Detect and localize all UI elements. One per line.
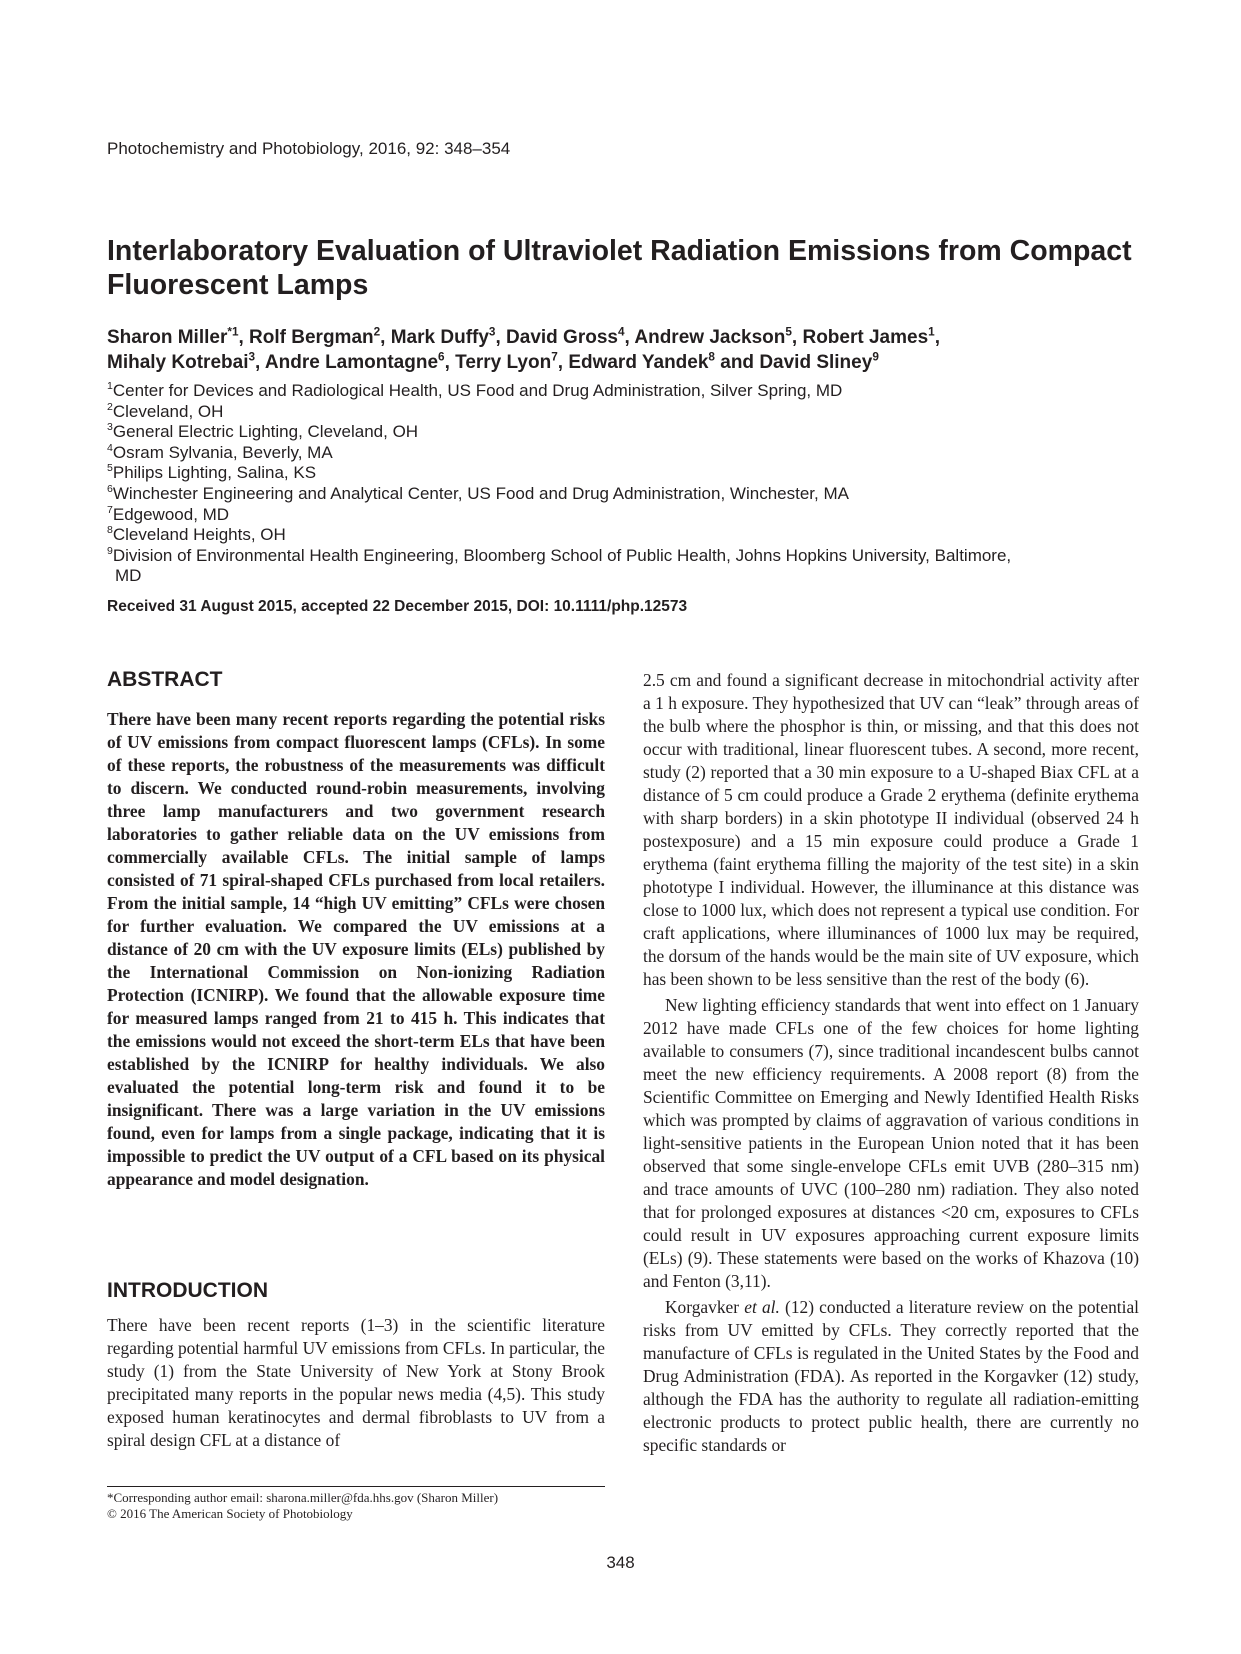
affiliation-text: Osram Sylvania, Beverly, MA [112,442,333,462]
author-separator: , [791,327,803,348]
author [759,349,879,373]
affiliation-number: 1 [107,380,113,393]
affiliation-text: Edgewood, MD [112,504,230,524]
affiliation-number: 6 [107,483,113,496]
received-date-doi: Received 31 August 2015, accepted 22 December 2015, DOI: 10.1111/php.12573 [107,598,688,615]
author [568,349,715,373]
affiliation-text: Winchester Engineering and Analytical Center, US Food and Drug Administration, Winchester, MA [112,483,849,503]
introduction-paragraph-continued: 2.5 cm and found a significant decrease in mitochondrial activity after a 1 h exposure. They hypothesized that UV can “leak” through areas of the bulb where the phosphor is thin, or missing, and that this does not occur with traditional, linear fluorescent tubes. A second, more recent, study (2) reported that a 30 min exposure to a U-shaped Biax CFL at a distance of 5 cm could produce a Grade 2 erythema (definite erythema with sharp borders) in a skin phototype II individual (observed 24 h postexposure) and a 15 min exposure could produce a Grade 1 erythema (faint erythema filling the majority of the test site) in a skin phototype I individual. However, the illuminance at this distance was close to 1000 lux, which does not represent a typical use condition. For craft applications, where illuminances of 1000 lux may be required, the dorsum of the hands would be the main site of UV exposure, which has been shown to be less sensitive than the rest of the body (6). [643,670,1139,989]
article-title: Interlaboratory Evaluation of Ultraviolet Radiation Emissions from Compact Fluorescent Lamps [107,235,1132,301]
author-separator: , [495,327,507,348]
introduction-paragraph: New lighting efficiency standards that went into effect on 1 January 2012 have made CFLs one of the few choices for home lighting available to consumers (7), since traditional incandescent bulbs cannot meet the new efficiency requirements. A 2008 report (8) from the Scientific Committee on Emerging and Newly Identified Health Risks which was prompted by claims of aggravation of various conditions in light-sensitive patients in the European Union noted that it has been observed that some single-envelope CFLs emit UVB (280–315 nm) and trace amounts of UVC (100–280 nm) radiation. They also noted that for prolonged exposures at distances <20 cm, exposures to CFLs could result in UV exposures approaching current exposure limits (ELs) (9). These statements were based on the works of Khazova (10) and Fenton (3,11). [643,995,1139,1291]
author-name: Mihaly Kotrebai [107,351,249,373]
introduction-paragraph [643,1296,1139,1457]
introduction-heading: INTRODUCTION [107,1279,268,1302]
author-affiliation-mark: 3 [248,349,256,363]
affiliation-text: Division of Environmental Health Engineering, Bloomberg School of Public Health, Johns Hopkins University, Baltimore, [112,545,1012,565]
author-separator: , [255,351,265,373]
author-name: Robert James [802,327,929,348]
introduction-paragraph: There have been recent reports (1–3) in the scientific literature regarding potential harmful UV emissions from CFLs. In particular, the study (1) from the State University of New York at Stony Brook precipitated many reports in the popular news media (4,5). This study exposed human keratinocytes and dermal fibroblasts to UV from a spiral design CFL at a distance of [107,1315,605,1450]
author-affiliation-mark: 2 [373,325,381,339]
author-name: Sharon Miller [107,327,228,348]
affiliation-number: 7 [107,503,113,516]
author-separator: , [557,351,569,373]
author-affiliation-mark: 5 [785,325,792,339]
author-name: Edward Yandek [568,351,709,373]
author-separator: , [238,327,250,348]
author-affiliation-mark: *1 [227,325,239,339]
author-affiliation-mark: 9 [872,349,879,363]
abstract-heading: ABSTRACT [107,668,223,691]
affiliation-number: 8 [107,524,113,537]
author-separator: , [444,351,456,373]
affiliation-text: General Electric Lighting, Cleveland, OH [112,422,419,442]
author-affiliation-mark: 8 [708,349,715,363]
author-name: David Sliney [759,351,873,373]
affiliation [107,525,1147,546]
author [264,349,445,373]
right-column [643,669,1139,1457]
author [802,327,934,348]
affiliation-number: 4 [107,441,113,454]
author [107,349,256,373]
affiliation-text: Center for Devices and Radiological Health, US Food and Drug Administration, Silver Spring, MD [112,381,843,400]
affiliation [107,546,1147,567]
affiliation [107,505,1147,526]
footnote-divider [107,1486,605,1487]
author-separator: , [624,327,635,348]
affiliation-number: 9 [107,544,113,557]
author-name: Andre Lamontagne [264,351,439,373]
author-separator: and [714,351,760,373]
author-separator: , [934,327,940,348]
author [107,327,238,348]
journal-citation: Photochemistry and Photobiology, 2016, 92: 348–354 [107,139,511,158]
author [634,327,792,348]
author-affiliation-mark: 3 [488,325,496,339]
affiliation [107,402,1147,423]
footnote [107,1490,605,1521]
author-name: David Gross [506,327,618,348]
affiliation [107,381,1147,402]
author-name: Mark Duffy [390,327,489,348]
author-separator: , [380,327,391,348]
paragraph-text: (12) conducted a literature review on the potential risks from UV emitted by CFLs. They correctly reported that the manufacture of CFLs is regulated in the United States by the Food and Drug Administration (FDA). As reported in the Korgavker (12) study, although the FDA has the authority to regulate all radiation-emitting electronic products to protect public health, there are currently no specific standards or [643,1297,1139,1455]
author-affiliation-mark: 4 [617,325,625,339]
author-affiliation-mark: 7 [551,349,558,363]
affiliation [107,484,1147,505]
affiliation-number: 5 [107,462,113,475]
author-name: Andrew Jackson [634,327,786,348]
author-list [107,326,1147,375]
affiliation-number: 3 [107,421,113,434]
author-name: Terry Lyon [455,351,552,373]
author-affiliation-mark: 1 [928,325,935,339]
copyright-note: © 2016 The American Society of Photobiology [107,1505,353,1521]
affiliation-text-continued: MD [115,566,142,586]
affiliation [107,463,1147,484]
author-name: Rolf Bergman [249,327,374,348]
cited-author: Korgavker [665,1297,745,1317]
affiliation-text: Cleveland Heights, OH [112,525,286,545]
affiliation-list [107,381,1147,587]
affiliation-number: 2 [107,400,113,413]
page-number: 348 [606,1553,635,1572]
author [455,349,558,373]
corresponding-author-note: *Corresponding author email: sharona.miller@fda.hhs.gov (Sharon Miller) [107,1490,499,1505]
affiliation-text: Cleveland, OH [112,401,224,421]
author [391,327,496,348]
affiliation [107,443,1147,464]
abstract-body: There have been many recent reports regarding the potential risks of UV emissions from compact fluorescent lamps (CFLs). In some of these reports, the robustness of the measurements was difficult to discern. We conducted round-robin measurements, involving three lamp manufacturers and two government research laboratories to gather reliable data on the UV emissions from commercially available CFLs. The initial sample of lamps consisted of 71 spiral-shaped CFLs purchased from local retailers. From the initial sample, 14 “high UV emitting” CFLs were chosen for further evaluation. We compared the UV emissions at a distance of 20 cm with the UV exposure limits (ELs) published by the International Commission on Non-ionizing Radiation Protection (ICNIRP). We found that the allowable exposure time for measured lamps ranged from 21 to 415 h. This indicates that the emissions would not exceed the short-term ELs that have been established by the ICNIRP for healthy individuals. We also evaluated the potential long-term risk and found it to be insignificant. There was a large variation in the UV emissions found, even for lamps from a single package, indicating that it is impossible to predict the UV output of a CFL based on its physical appearance and model designation. [107,709,605,1189]
author [249,327,380,348]
affiliation-text: Philips Lighting, Salina, KS [112,463,317,483]
affiliation [107,422,1147,443]
et-al: et al. [744,1297,780,1317]
author-affiliation-mark: 6 [438,349,445,363]
author [506,327,624,348]
